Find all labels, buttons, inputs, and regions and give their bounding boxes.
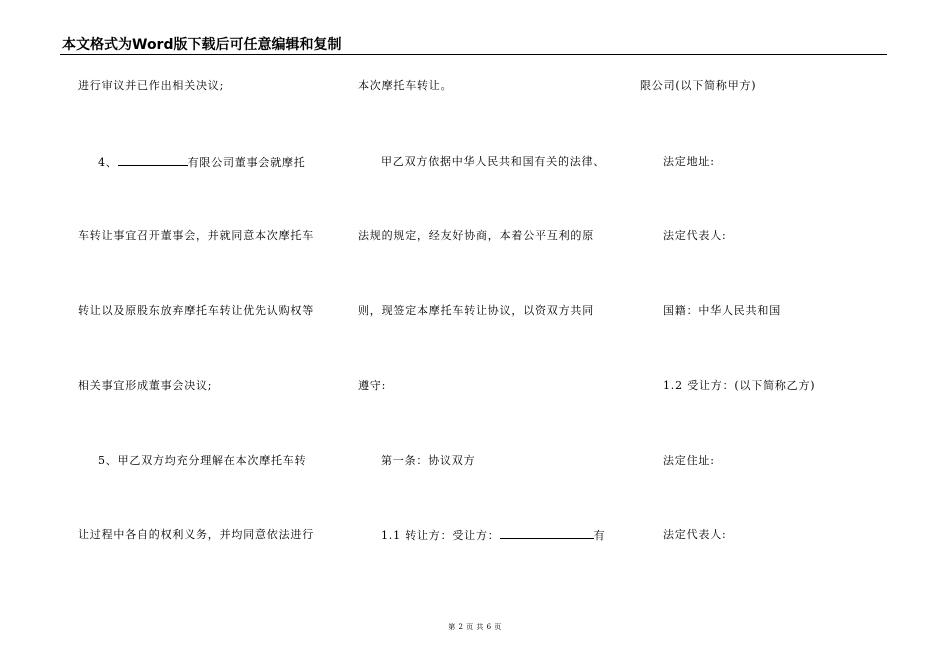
left-line-2: [98, 155, 306, 170]
middle-line-7-suffix: 有: [593, 529, 606, 542]
middle-line-4: 则，现签定本摩托车转让协议，以资双方共同: [358, 304, 594, 317]
blank-line: [118, 155, 188, 166]
middle-line-2: 甲乙双方依据中华人民共和国有关的法律、: [381, 155, 606, 168]
right-line-2: 法定地址:: [663, 155, 715, 168]
middle-line-7-text: 1.1 转让方：受让方：: [381, 529, 500, 542]
right-line-5: 1.2 受让方：(以下简称乙方): [663, 379, 816, 392]
left-line-7: 让过程中各自的权利义务，并均同意依法进行: [78, 528, 314, 541]
page-header-title: 本文格式为Word版下载后可任意编辑和复制: [62, 37, 342, 53]
left-line-2-text: 有限公司董事会就摩托: [187, 156, 306, 169]
right-line-7: 法定代表人:: [663, 528, 727, 541]
right-line-4: 国籍：中华人民共和国: [663, 304, 781, 317]
middle-line-3: 法规的规定，经友好协商，本着公平互利的原: [358, 229, 594, 242]
middle-line-5: 遵守:: [358, 379, 387, 392]
left-line-1: 进行审议并已作出相关决议;: [78, 79, 225, 92]
middle-line-7: [381, 528, 605, 543]
blank-line: [500, 528, 594, 539]
header-rule: [60, 54, 887, 55]
left-line-2-number: 4、: [98, 156, 118, 169]
middle-line-6: 第一条：协议双方: [381, 454, 476, 467]
right-line-1: 限公司(以下简称甲方): [640, 79, 757, 92]
left-line-5: 相关事宜形成董事会决议;: [78, 379, 213, 392]
middle-line-1: 本次摩托车转让。: [358, 79, 453, 92]
right-line-6: 法定住址:: [663, 454, 715, 467]
right-line-3: 法定代表人:: [663, 229, 727, 242]
left-line-3: 车转让事宜召开董事会，并就同意本次摩托车: [78, 229, 314, 242]
page-footer: 第 2 页 共 6 页: [448, 623, 502, 631]
left-line-6: 5、甲乙双方均充分理解在本次摩托车转: [98, 454, 307, 467]
left-line-4: 转让以及原股东放弃摩托车转让优先认购权等: [78, 304, 314, 317]
